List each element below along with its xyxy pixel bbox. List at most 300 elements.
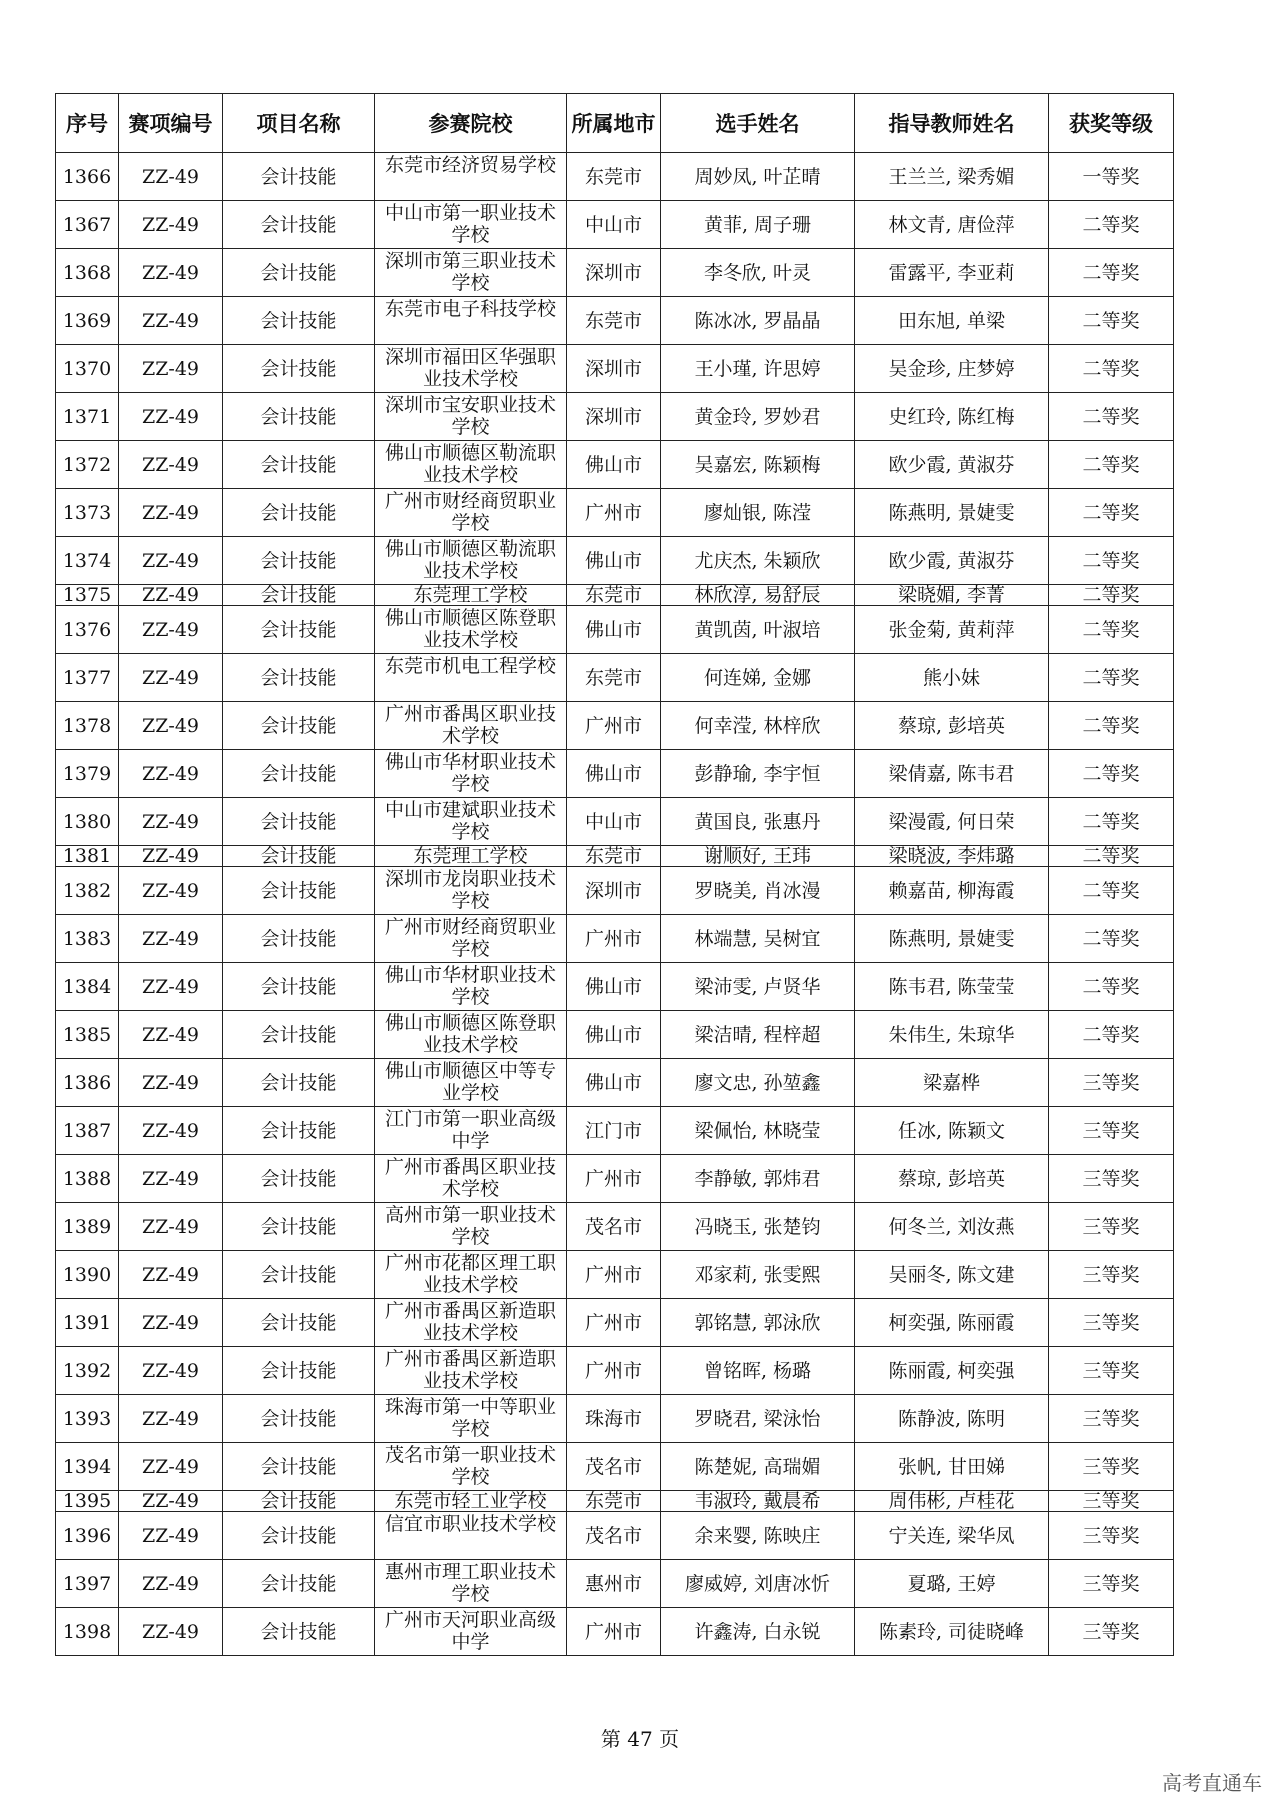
cell-school (375, 153, 567, 201)
school-name: 茂名市第一职业技术学校 (384, 1444, 556, 1488)
school-name: 广州市财经商贸职业学校 (384, 490, 556, 534)
school-name: 佛山市顺德区陈登职业技术学校 (384, 607, 556, 651)
school-name: 佛山市顺德区勒流职业技术学校 (384, 442, 556, 486)
cell-award: 二等奖 (1049, 963, 1174, 1011)
cell-code: ZZ-49 (119, 654, 223, 702)
table-row (56, 249, 1174, 297)
cell-seq: 1392 (56, 1347, 119, 1395)
school-name: 深圳市第三职业技术学校 (384, 250, 556, 294)
school-name: 佛山市华材职业技术学校 (384, 964, 556, 1008)
cell-school (375, 702, 567, 750)
cell-city: 佛山市 (567, 1011, 661, 1059)
cell-award: 二等奖 (1049, 393, 1174, 441)
school-name: 广州市番禺区职业技术学校 (384, 1156, 556, 1200)
cell-teachers: 梁嘉桦 (855, 1059, 1049, 1107)
cell-code: ZZ-49 (119, 1491, 223, 1512)
table-row (56, 846, 1174, 867)
cell-seq: 1397 (56, 1560, 119, 1608)
cell-seq: 1380 (56, 798, 119, 846)
cell-city: 茂名市 (567, 1203, 661, 1251)
awards-table (55, 93, 1174, 1656)
cell-teachers: 蔡琼, 彭培英 (855, 702, 1049, 750)
cell-award: 三等奖 (1049, 1347, 1174, 1395)
cell-city: 中山市 (567, 201, 661, 249)
cell-teachers: 夏璐, 王婷 (855, 1560, 1049, 1608)
cell-school (375, 1011, 567, 1059)
cell-city: 江门市 (567, 1107, 661, 1155)
table-row (56, 585, 1174, 606)
cell-teachers: 欧少霞, 黄淑芬 (855, 537, 1049, 585)
cell-seq: 1386 (56, 1059, 119, 1107)
cell-students: 何连娣, 金娜 (661, 654, 855, 702)
cell-seq: 1394 (56, 1443, 119, 1491)
cell-city: 广州市 (567, 489, 661, 537)
school-name: 信宜市职业技术学校 (384, 1513, 556, 1535)
cell-students: 林端慧, 吴树宜 (661, 915, 855, 963)
cell-seq: 1377 (56, 654, 119, 702)
cell-students: 黄国良, 张惠丹 (661, 798, 855, 846)
cell-city: 广州市 (567, 915, 661, 963)
cell-seq: 1387 (56, 1107, 119, 1155)
cell-code: ZZ-49 (119, 1059, 223, 1107)
cell-code: ZZ-49 (119, 345, 223, 393)
cell-seq: 1378 (56, 702, 119, 750)
cell-students: 郭铭慧, 郭泳欣 (661, 1299, 855, 1347)
cell-teachers: 梁晓波, 李炜璐 (855, 846, 1049, 867)
cell-school (375, 489, 567, 537)
cell-school (375, 1107, 567, 1155)
cell-award: 二等奖 (1049, 249, 1174, 297)
cell-teachers: 张帆, 甘田娣 (855, 1443, 1049, 1491)
cell-school (375, 345, 567, 393)
cell-city: 中山市 (567, 798, 661, 846)
cell-project: 会计技能 (223, 654, 375, 702)
cell-code: ZZ-49 (119, 1203, 223, 1251)
cell-city: 佛山市 (567, 750, 661, 798)
cell-students: 陈冰冰, 罗晶晶 (661, 297, 855, 345)
cell-award: 二等奖 (1049, 297, 1174, 345)
cell-project: 会计技能 (223, 1203, 375, 1251)
cell-city: 佛山市 (567, 606, 661, 654)
cell-award: 三等奖 (1049, 1443, 1174, 1491)
cell-code: ZZ-49 (119, 1560, 223, 1608)
cell-city: 深圳市 (567, 393, 661, 441)
cell-award: 二等奖 (1049, 654, 1174, 702)
cell-teachers: 陈静波, 陈明 (855, 1395, 1049, 1443)
cell-code: ZZ-49 (119, 915, 223, 963)
cell-teachers: 梁晓媚, 李菁 (855, 585, 1049, 606)
cell-project: 会计技能 (223, 798, 375, 846)
cell-project: 会计技能 (223, 606, 375, 654)
page-number: 第 47 页 (600, 1727, 680, 1751)
cell-code: ZZ-49 (119, 606, 223, 654)
cell-code: ZZ-49 (119, 1299, 223, 1347)
cell-award: 二等奖 (1049, 537, 1174, 585)
cell-project: 会计技能 (223, 1059, 375, 1107)
cell-award: 二等奖 (1049, 201, 1174, 249)
cell-code: ZZ-49 (119, 1608, 223, 1656)
cell-school (375, 585, 567, 606)
cell-school (375, 1299, 567, 1347)
cell-project: 会计技能 (223, 537, 375, 585)
cell-seq: 1371 (56, 393, 119, 441)
cell-code: ZZ-49 (119, 1155, 223, 1203)
cell-seq: 1390 (56, 1251, 119, 1299)
school-name: 中山市建斌职业技术学校 (384, 799, 556, 843)
cell-students: 黄菲, 周子珊 (661, 201, 855, 249)
cell-award: 二等奖 (1049, 489, 1174, 537)
cell-students: 黄凯茵, 叶淑培 (661, 606, 855, 654)
table-row (56, 702, 1174, 750)
header-seq: 序号 (56, 94, 119, 153)
cell-seq: 1393 (56, 1395, 119, 1443)
school-name: 广州市番禺区职业技术学校 (384, 703, 556, 747)
cell-teachers: 宁关连, 梁华凤 (855, 1512, 1049, 1560)
cell-project: 会计技能 (223, 702, 375, 750)
school-name: 广州市番禺区新造职业技术学校 (384, 1348, 556, 1392)
table-row (56, 1203, 1174, 1251)
table-row (56, 867, 1174, 915)
cell-city: 深圳市 (567, 867, 661, 915)
cell-code: ZZ-49 (119, 201, 223, 249)
table-row (56, 201, 1174, 249)
cell-code: ZZ-49 (119, 1011, 223, 1059)
cell-award: 三等奖 (1049, 1299, 1174, 1347)
cell-code: ZZ-49 (119, 249, 223, 297)
cell-students: 许鑫涛, 白永锐 (661, 1608, 855, 1656)
table-row (56, 537, 1174, 585)
school-name: 东莞市轻工业学校 (394, 1491, 547, 1511)
cell-school (375, 249, 567, 297)
school-name: 佛山市华材职业技术学校 (384, 751, 556, 795)
cell-students: 梁沛雯, 卢贤华 (661, 963, 855, 1011)
cell-project: 会计技能 (223, 1347, 375, 1395)
cell-code: ZZ-49 (119, 585, 223, 606)
cell-city: 东莞市 (567, 585, 661, 606)
cell-project: 会计技能 (223, 1608, 375, 1656)
cell-school (375, 297, 567, 345)
cell-teachers: 吴丽冬, 陈文建 (855, 1251, 1049, 1299)
cell-award: 二等奖 (1049, 441, 1174, 489)
cell-project: 会计技能 (223, 1560, 375, 1608)
cell-project: 会计技能 (223, 1251, 375, 1299)
cell-project: 会计技能 (223, 1107, 375, 1155)
cell-teachers: 田东旭, 单梁 (855, 297, 1049, 345)
header-students: 选手姓名 (661, 94, 855, 153)
table-row (56, 963, 1174, 1011)
cell-code: ZZ-49 (119, 537, 223, 585)
cell-city: 佛山市 (567, 537, 661, 585)
cell-city: 佛山市 (567, 1059, 661, 1107)
cell-city: 东莞市 (567, 1491, 661, 1512)
cell-seq: 1374 (56, 537, 119, 585)
header-project: 项目名称 (223, 94, 375, 153)
cell-students: 陈楚妮, 高瑞媚 (661, 1443, 855, 1491)
cell-award: 二等奖 (1049, 345, 1174, 393)
cell-school (375, 393, 567, 441)
cell-students: 余来婴, 陈映庄 (661, 1512, 855, 1560)
cell-city: 佛山市 (567, 963, 661, 1011)
cell-project: 会计技能 (223, 750, 375, 798)
cell-seq: 1376 (56, 606, 119, 654)
cell-students: 邓家莉, 张雯熙 (661, 1251, 855, 1299)
cell-school (375, 1347, 567, 1395)
cell-seq: 1391 (56, 1299, 119, 1347)
cell-city: 东莞市 (567, 297, 661, 345)
header-teachers: 指导教师姓名 (855, 94, 1049, 153)
cell-teachers: 吴金珍, 庄梦婷 (855, 345, 1049, 393)
cell-award: 三等奖 (1049, 1608, 1174, 1656)
cell-seq: 1385 (56, 1011, 119, 1059)
cell-code: ZZ-49 (119, 393, 223, 441)
cell-school (375, 606, 567, 654)
cell-students: 曾铭晖, 杨璐 (661, 1347, 855, 1395)
school-name: 东莞市机电工程学校 (384, 655, 556, 677)
cell-students: 谢顺好, 王玮 (661, 846, 855, 867)
cell-teachers: 梁漫霞, 何日荣 (855, 798, 1049, 846)
cell-seq: 1389 (56, 1203, 119, 1251)
table-row (56, 441, 1174, 489)
cell-award: 二等奖 (1049, 606, 1174, 654)
cell-seq: 1372 (56, 441, 119, 489)
cell-students: 王小瑾, 许思婷 (661, 345, 855, 393)
cell-teachers: 陈韦君, 陈莹莹 (855, 963, 1049, 1011)
cell-award: 二等奖 (1049, 750, 1174, 798)
cell-teachers: 史红玲, 陈红梅 (855, 393, 1049, 441)
table-row (56, 1512, 1174, 1560)
cell-school (375, 1251, 567, 1299)
cell-project: 会计技能 (223, 1395, 375, 1443)
cell-students: 何幸滢, 林梓欣 (661, 702, 855, 750)
school-name: 佛山市顺德区中等专业学校 (384, 1060, 556, 1104)
cell-project: 会计技能 (223, 846, 375, 867)
cell-school (375, 1560, 567, 1608)
cell-school (375, 1491, 567, 1512)
school-name: 惠州市理工职业技术学校 (384, 1561, 556, 1605)
cell-city: 广州市 (567, 1299, 661, 1347)
cell-award: 三等奖 (1049, 1395, 1174, 1443)
cell-city: 东莞市 (567, 846, 661, 867)
cell-seq: 1375 (56, 585, 119, 606)
cell-school (375, 654, 567, 702)
cell-seq: 1398 (56, 1608, 119, 1656)
cell-award: 三等奖 (1049, 1107, 1174, 1155)
school-name: 珠海市第一中等职业学校 (384, 1396, 556, 1440)
cell-project: 会计技能 (223, 585, 375, 606)
cell-code: ZZ-49 (119, 750, 223, 798)
table-row (56, 1560, 1174, 1608)
cell-teachers: 周伟彬, 卢桂花 (855, 1491, 1049, 1512)
cell-code: ZZ-49 (119, 1347, 223, 1395)
cell-students: 彭静瑜, 李宇恒 (661, 750, 855, 798)
cell-city: 广州市 (567, 1155, 661, 1203)
table-row (56, 153, 1174, 201)
school-name: 中山市第一职业技术学校 (384, 202, 556, 246)
header-award: 获奖等级 (1049, 94, 1174, 153)
header-city: 所属地市 (567, 94, 661, 153)
header-code: 赛项编号 (119, 94, 223, 153)
cell-city: 广州市 (567, 1347, 661, 1395)
cell-award: 一等奖 (1049, 153, 1174, 201)
cell-students: 廖灿银, 陈滢 (661, 489, 855, 537)
school-name: 佛山市顺德区勒流职业技术学校 (384, 538, 556, 582)
school-name: 高州市第一职业技术学校 (384, 1204, 556, 1248)
cell-school (375, 1395, 567, 1443)
cell-code: ZZ-49 (119, 1107, 223, 1155)
cell-city: 东莞市 (567, 153, 661, 201)
cell-students: 尤庆杰, 朱颖欣 (661, 537, 855, 585)
cell-city: 佛山市 (567, 441, 661, 489)
cell-teachers: 朱伟生, 朱琼华 (855, 1011, 1049, 1059)
awards-table-container (55, 93, 1173, 1656)
table-row (56, 750, 1174, 798)
cell-code: ZZ-49 (119, 702, 223, 750)
school-name: 广州市花都区理工职业技术学校 (384, 1252, 556, 1296)
table-row (56, 1155, 1174, 1203)
table-row (56, 654, 1174, 702)
cell-teachers: 梁倩嘉, 陈韦君 (855, 750, 1049, 798)
cell-students: 林欣淳, 易舒辰 (661, 585, 855, 606)
cell-project: 会计技能 (223, 489, 375, 537)
cell-project: 会计技能 (223, 1011, 375, 1059)
cell-project: 会计技能 (223, 1512, 375, 1560)
cell-project: 会计技能 (223, 153, 375, 201)
cell-school (375, 963, 567, 1011)
watermark-text: 高考直通车 (1162, 1771, 1262, 1795)
school-name: 东莞市电子科技学校 (384, 298, 556, 320)
cell-seq: 1396 (56, 1512, 119, 1560)
cell-students: 梁洁晴, 程梓超 (661, 1011, 855, 1059)
cell-code: ZZ-49 (119, 1395, 223, 1443)
table-body (56, 153, 1174, 1656)
cell-code: ZZ-49 (119, 441, 223, 489)
cell-seq: 1373 (56, 489, 119, 537)
cell-code: ZZ-49 (119, 798, 223, 846)
cell-teachers: 陈素玲, 司徒晓峰 (855, 1608, 1049, 1656)
school-name: 广州市天河职业高级中学 (384, 1609, 556, 1653)
cell-school (375, 915, 567, 963)
table-row (56, 1347, 1174, 1395)
cell-students: 罗晓君, 梁泳怡 (661, 1395, 855, 1443)
cell-award: 三等奖 (1049, 1155, 1174, 1203)
school-name: 东莞理工学校 (413, 585, 528, 605)
cell-school (375, 441, 567, 489)
cell-seq: 1381 (56, 846, 119, 867)
cell-project: 会计技能 (223, 915, 375, 963)
cell-school (375, 1443, 567, 1491)
cell-city: 茂名市 (567, 1443, 661, 1491)
table-row (56, 1443, 1174, 1491)
cell-award: 二等奖 (1049, 585, 1174, 606)
cell-teachers: 欧少霞, 黄淑芬 (855, 441, 1049, 489)
table-row (56, 915, 1174, 963)
cell-school (375, 1203, 567, 1251)
cell-school (375, 201, 567, 249)
cell-teachers: 陈燕明, 景婕雯 (855, 489, 1049, 537)
cell-teachers: 何冬兰, 刘汝燕 (855, 1203, 1049, 1251)
school-name: 深圳市龙岗职业技术学校 (384, 868, 556, 912)
cell-students: 李冬欣, 叶灵 (661, 249, 855, 297)
cell-teachers: 雷露平, 李亚莉 (855, 249, 1049, 297)
cell-seq: 1383 (56, 915, 119, 963)
cell-teachers: 林文青, 唐俭萍 (855, 201, 1049, 249)
school-name: 江门市第一职业高级中学 (384, 1108, 556, 1152)
table-row (56, 1395, 1174, 1443)
table-row (56, 345, 1174, 393)
cell-award: 三等奖 (1049, 1512, 1174, 1560)
cell-students: 韦淑玲, 戴晨希 (661, 1491, 855, 1512)
cell-school (375, 1608, 567, 1656)
cell-teachers: 陈丽霞, 柯奕强 (855, 1347, 1049, 1395)
cell-code: ZZ-49 (119, 153, 223, 201)
cell-seq: 1370 (56, 345, 119, 393)
cell-seq: 1395 (56, 1491, 119, 1512)
cell-award: 三等奖 (1049, 1491, 1174, 1512)
school-name: 东莞市经济贸易学校 (384, 154, 556, 176)
cell-seq: 1367 (56, 201, 119, 249)
cell-school (375, 798, 567, 846)
table-row (56, 1107, 1174, 1155)
cell-award: 三等奖 (1049, 1059, 1174, 1107)
cell-award: 三等奖 (1049, 1560, 1174, 1608)
cell-project: 会计技能 (223, 867, 375, 915)
cell-city: 广州市 (567, 1608, 661, 1656)
cell-project: 会计技能 (223, 345, 375, 393)
cell-students: 周妙凤, 叶芷晴 (661, 153, 855, 201)
cell-code: ZZ-49 (119, 867, 223, 915)
cell-teachers: 王兰兰, 梁秀媚 (855, 153, 1049, 201)
school-name: 深圳市宝安职业技术学校 (384, 394, 556, 438)
cell-city: 茂名市 (567, 1512, 661, 1560)
cell-city: 东莞市 (567, 654, 661, 702)
cell-school (375, 867, 567, 915)
cell-award: 二等奖 (1049, 915, 1174, 963)
cell-seq: 1388 (56, 1155, 119, 1203)
cell-teachers: 柯奕强, 陈丽霞 (855, 1299, 1049, 1347)
cell-code: ZZ-49 (119, 1512, 223, 1560)
cell-project: 会计技能 (223, 1443, 375, 1491)
cell-project: 会计技能 (223, 441, 375, 489)
school-name: 广州市财经商贸职业学校 (384, 916, 556, 960)
school-name: 佛山市顺德区陈登职业技术学校 (384, 1012, 556, 1056)
table-row (56, 606, 1174, 654)
cell-city: 惠州市 (567, 1560, 661, 1608)
cell-school (375, 750, 567, 798)
cell-teachers: 张金菊, 黄莉萍 (855, 606, 1049, 654)
cell-teachers: 赖嘉苗, 柳海霞 (855, 867, 1049, 915)
cell-students: 梁佩怡, 林晓莹 (661, 1107, 855, 1155)
cell-students: 廖威婷, 刘唐冰忻 (661, 1560, 855, 1608)
cell-city: 深圳市 (567, 249, 661, 297)
cell-school (375, 1059, 567, 1107)
cell-project: 会计技能 (223, 393, 375, 441)
cell-city: 广州市 (567, 702, 661, 750)
cell-teachers: 任冰, 陈颖文 (855, 1107, 1049, 1155)
cell-project: 会计技能 (223, 1491, 375, 1512)
cell-seq: 1384 (56, 963, 119, 1011)
cell-code: ZZ-49 (119, 489, 223, 537)
table-row (56, 393, 1174, 441)
table-row (56, 1059, 1174, 1107)
cell-award: 二等奖 (1049, 846, 1174, 867)
cell-teachers: 蔡琼, 彭培英 (855, 1155, 1049, 1203)
cell-city: 广州市 (567, 1251, 661, 1299)
cell-award: 二等奖 (1049, 702, 1174, 750)
cell-award: 二等奖 (1049, 1011, 1174, 1059)
cell-city: 珠海市 (567, 1395, 661, 1443)
cell-students: 罗晓美, 肖冰漫 (661, 867, 855, 915)
school-name: 东莞理工学校 (413, 846, 528, 866)
